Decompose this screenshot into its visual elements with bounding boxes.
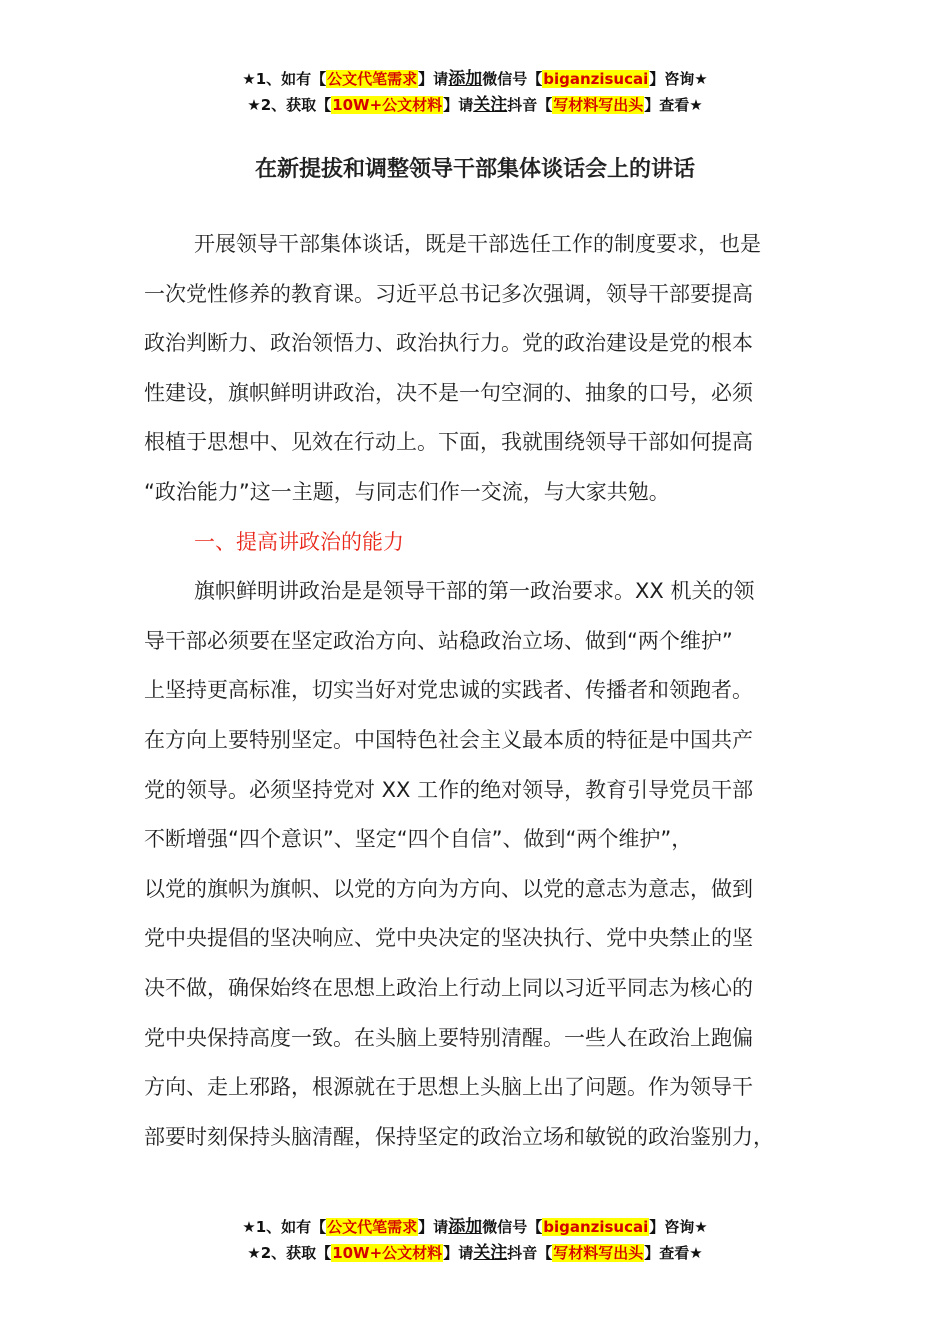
banner-underline: 添加 <box>448 69 483 89</box>
banner-text: 抖音【 <box>507 96 553 114</box>
banner-text: 】查看★ <box>644 1244 703 1262</box>
banner-text: ★2、获取【 <box>247 1244 332 1262</box>
banner-text: ★1、如有【 <box>242 1218 327 1236</box>
paragraph-line: 性建设，旗帜鲜明讲政治，决不是一句空洞的、抽象的口号，必须 <box>144 380 753 405</box>
banner-text: 】请 <box>443 96 474 114</box>
paragraph-line: 党中央提倡的坚决响应、党中央决定的坚决执行、党中央禁止的坚 <box>144 926 753 951</box>
banner-line-1 <box>0 1214 950 1240</box>
banner-underline: 添加 <box>448 1217 483 1237</box>
banner-text: 】查看★ <box>644 96 703 114</box>
paragraph-line: 决不做，确保始终在思想上政治上行动上同以习近平同志为核心的 <box>144 975 753 1000</box>
document-body <box>144 220 814 1162</box>
banner-line-2 <box>0 92 950 118</box>
footer-banner <box>0 1214 950 1266</box>
paragraph-line: 导干部必须要在坚定政治方向、站稳政治立场、做到“两个维护” <box>144 628 733 653</box>
paragraph-line: 不断增强“四个意识”、坚定“四个自信”、做到“两个维护”， <box>144 827 693 852</box>
paragraph-line: 以党的旗帜为旗帜、以党的方向为方向、以党的意志为意志，做到 <box>144 876 753 901</box>
banner-text: 】咨询★ <box>649 1218 708 1236</box>
paragraph-line: 党中央保持高度一致。在头脑上要特别清醒。一些人在政治上跑偏 <box>144 1025 753 1050</box>
banner-highlight: 写材料写出头 <box>553 1244 644 1262</box>
paragraph-line: 根植于思想中、见效在行动上。下面，我就围绕领导干部如何提高 <box>144 430 753 455</box>
banner-underline: 关注 <box>473 95 508 115</box>
banner-highlight: 写材料写出头 <box>553 96 644 114</box>
paragraph-line: 在方向上要特别坚定。中国特色社会主义最本质的特征是中国共产 <box>144 727 753 752</box>
banner-text: 抖音【 <box>507 1244 553 1262</box>
banner-highlight: biganzisucai <box>543 70 649 88</box>
banner-text: ★2、获取【 <box>247 96 332 114</box>
banner-text: 】咨询★ <box>649 70 708 88</box>
paragraph-line: 方向、走上邪路，根源就在于思想上头脑上出了问题。作为领导干 <box>144 1075 753 1100</box>
banner-text: 】请 <box>443 1244 474 1262</box>
banner-highlight: 公文代笔需求 <box>327 70 418 88</box>
banner-text: 微信号【 <box>482 1218 543 1236</box>
banner-highlight: biganzisucai <box>543 1218 649 1236</box>
paragraph-line: 政治判断力、政治领悟力、政治执行力。党的政治建设是党的根本 <box>144 331 753 356</box>
paragraph-line: 旗帜鲜明讲政治是是领导干部的第一政治要求。XX 机关的领 <box>194 579 755 604</box>
paragraph-line: “政治能力”这一主题，与同志们作一交流，与大家共勉。 <box>144 479 670 504</box>
section-heading: 一、提高讲政治的能力 <box>194 529 404 554</box>
paragraph-line: 上坚持更高标准，切实当好对党忠诚的实践者、传播者和领跑者。 <box>144 678 753 703</box>
banner-underline: 关注 <box>473 1243 508 1263</box>
banner-line-1 <box>0 66 950 92</box>
paragraph-line: 部要时刻保持头脑清醒，保持坚定的政治立场和敏锐的政治鉴别力， <box>144 1124 774 1149</box>
paragraph-line: 党的领导。必须坚持党对 XX 工作的绝对领导，教育引导党员干部 <box>144 777 754 802</box>
paragraph-line: 一次党性修养的教育课。习近平总书记多次强调，领导干部要提高 <box>144 281 753 306</box>
document-title: 在新提拔和调整领导干部集体谈话会上的讲话 <box>254 157 695 182</box>
paragraph-line: 开展领导干部集体谈话，既是干部选任工作的制度要求，也是 <box>194 232 761 256</box>
banner-text: 】请 <box>418 1218 449 1236</box>
banner-highlight: 10W+公文材料 <box>332 1244 443 1262</box>
banner-highlight: 公文代笔需求 <box>327 1218 418 1236</box>
header-banner <box>0 66 950 118</box>
banner-text: 】请 <box>418 70 449 88</box>
banner-highlight: 10W+公文材料 <box>332 96 443 114</box>
banner-text: 微信号【 <box>482 70 543 88</box>
banner-text: ★1、如有【 <box>242 70 327 88</box>
banner-line-2 <box>0 1240 950 1266</box>
